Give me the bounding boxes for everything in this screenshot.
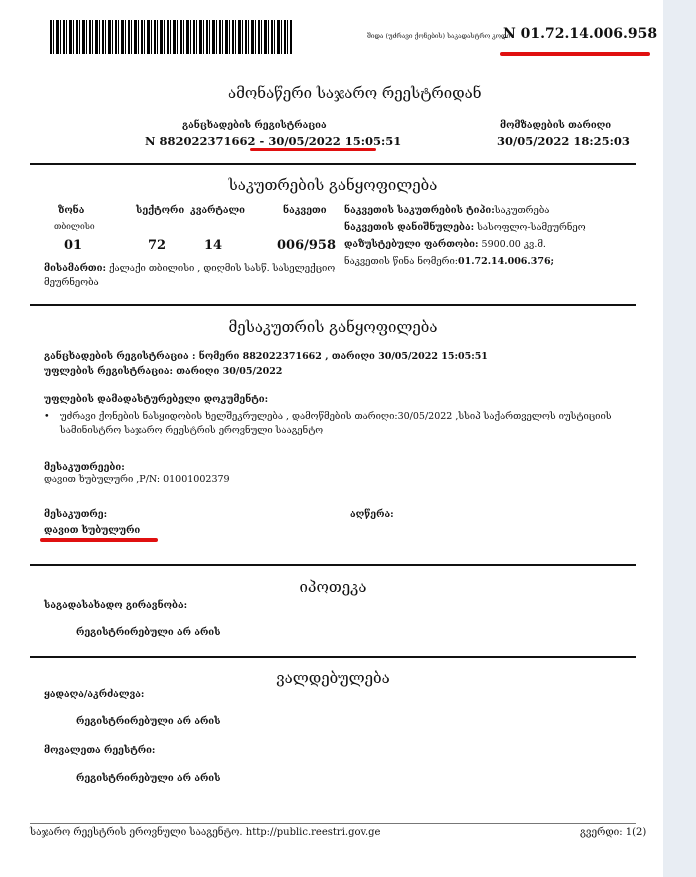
description-label: აღწერა: (350, 509, 394, 520)
seizure-label: ყადაღა/აკრძალვა: (44, 689, 145, 700)
mortgage-section-title: იპოთეკა (299, 578, 367, 596)
divider (30, 564, 636, 566)
document-item-line-1: უძრავი ქონების ნასყიდობის ხელშეკრულება , დამოწმების თარიღი:30/05/2022 ,სსიპ საქართველოს იუსტიციის (60, 411, 612, 422)
col-quarter: კვარტალი (190, 205, 246, 216)
debtor-registry-label: მოვალეთა რეესტრი: (44, 745, 156, 756)
zone-value: 01 (64, 238, 83, 253)
address: მისამართი: ქალაქი თბილისი , დიღმის სასწ. სასელექციო მეურნეობა (44, 263, 336, 288)
footer-agency: საჯარო რეესტრის ეროვნული სააგენტო. http://public.reestri.gov.ge (30, 827, 381, 838)
owner-label: მესაკუთრე: (44, 509, 108, 520)
col-sector: სექტორი (136, 205, 185, 216)
doc-number: N 01.72.14.006.958 (503, 26, 658, 42)
property-section-title: საკუთრების განყოფილება (228, 176, 438, 194)
zone-sub: თბილისი (54, 222, 95, 232)
footer-divider (30, 823, 636, 824)
debtor-registry-value: რეგისტრირებული არ არის (76, 773, 221, 784)
viewer-side-panel (663, 0, 696, 877)
documents-label: უფლების დამადასტურებელი დოკუმენტი: (44, 394, 269, 405)
owner-application-line: განცხადების რეგისტრაცია : ნომერი 882022371662 , თარიღი 30/05/2022 15:05:51 (44, 351, 488, 362)
document-item-line-2: სამინისტრო საჯარო რეესტრის ეროვნული სააგენტო (60, 425, 324, 436)
tax-lien-label: საგადასახადო გირავნობა: (44, 600, 188, 611)
owner-value: დავით ხუბულური (44, 525, 141, 536)
red-underline-registration (250, 148, 376, 151)
registration-label: განცხადების რეგისტრაცია (182, 120, 327, 131)
owners-value: დავით ხუბულური ,P/N: 01001002379 (44, 474, 230, 485)
red-underline-owner (40, 538, 158, 542)
col-zone: ზონა (58, 205, 85, 216)
seizure-value: რეგისტრირებული არ არის (76, 716, 221, 727)
document-title: ამონაწერი საჯარო რეესტრიდან (228, 84, 482, 102)
purpose: ნაკვეთის დანიშნულება: სასოფლო-სამეურნეო (344, 222, 586, 233)
tax-lien-value: რეგისტრირებული არ არის (76, 627, 221, 638)
area: დაზუსტებული ფართობი: 5900.00 კვ.მ. (344, 239, 546, 250)
previous-number: ნაკვეთის წინა ნომერი:01.72.14.006.376; (344, 256, 555, 267)
owner-section-title: მესაკუთრის განყოფილება (228, 318, 438, 336)
barcode (50, 20, 292, 54)
obligations-section-title: ვალდებულება (276, 669, 390, 687)
col-parcel: ნაკვეთი (283, 205, 327, 216)
doc-number-label: შიდა (უძრავი ქონების) საკადასტრო კოდი (367, 32, 511, 40)
quarter-value: 14 (204, 238, 223, 253)
prepared-value: 30/05/2022 18:25:03 (497, 134, 630, 148)
owners-label: მესაკუთრეები: (44, 462, 125, 473)
parcel-value: 006/958 (277, 238, 337, 253)
ownership-type: ნაკვეთის საკუთრების ტიპი:საკუთრება (344, 205, 550, 216)
prepared-label: მომზადების თარიღი (500, 120, 612, 131)
divider (30, 163, 636, 165)
bullet: • (44, 411, 50, 422)
sector-value: 72 (148, 238, 167, 253)
registration-value: N 882022371662 - 30/05/2022 15:05:51 (145, 134, 402, 148)
divider (30, 304, 636, 306)
divider (30, 656, 636, 658)
footer-page-number: გვერდი: 1(2) (580, 827, 647, 838)
red-underline-doc-number (500, 52, 650, 56)
owner-right-registration: უფლების რეგისტრაცია: თარიღი 30/05/2022 (44, 366, 283, 377)
